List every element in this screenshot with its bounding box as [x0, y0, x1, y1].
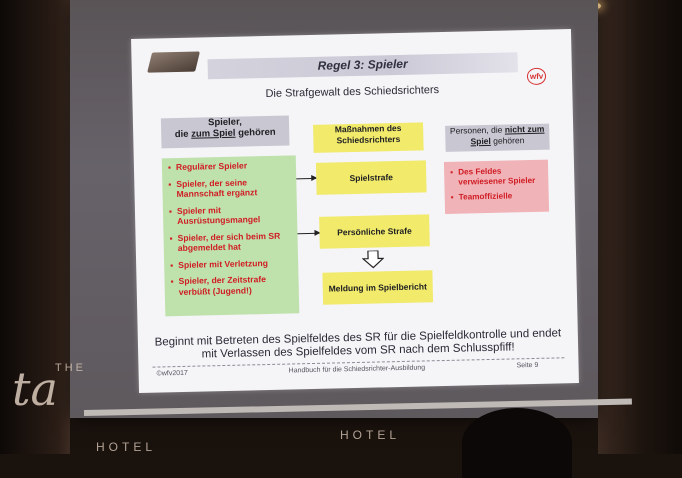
measure-box-spielstrafe: Spielstrafe	[316, 160, 427, 194]
wfv-logo: wfv	[527, 68, 547, 85]
room-right-wall	[598, 0, 682, 454]
middle-column-header: Maßnahmen des Schiedsrichters	[313, 122, 424, 152]
arrow-right-icon	[297, 233, 319, 234]
list-item: ▪ Des Feldes verwiesener Spieler	[450, 166, 544, 188]
slide-corner-image	[147, 51, 200, 72]
left-header-line1: Spieler,	[207, 116, 242, 129]
footer-title: Handbuch für die Schiedsrichter-Ausbildung	[288, 364, 426, 375]
hotel-sign-logo: ta	[12, 362, 58, 416]
measure-box-meldung: Meldung im Spielbericht	[322, 270, 433, 304]
presentation-slide	[131, 29, 579, 393]
players-list-box	[162, 155, 300, 316]
title-bar	[208, 52, 518, 79]
footer-page-number: Seite 9	[516, 361, 539, 370]
left-header-line2: die zum Spiel gehören	[174, 126, 276, 141]
non-players-list-box	[444, 160, 549, 214]
list-item: ▪ Teamoffizielle	[451, 191, 545, 203]
list-item: ▪ Spieler, der seine Mannschaft ergänzt	[168, 176, 292, 200]
hotel-sign-text: HOTEL	[96, 440, 157, 454]
list-item: ▪ Spieler mit Ausrüstungsmangel	[169, 203, 293, 227]
list-item: ▪ Spieler, der sich beim SR abgemeldet hat	[169, 230, 293, 254]
right-column-header: Personen, die nicht zum Spiel gehören	[445, 124, 550, 152]
list-item: ▪ Spieler mit Verletzung	[170, 257, 294, 270]
audience-head-silhouette	[462, 408, 572, 478]
slide-bottom-text: Beginnt mit Betreten des Spielfeldes des SR für die Spielfeldkontrolle und endet mit Verlassen des Spielfeldes vom SR nach dem Schlusspfiff!	[154, 327, 562, 361]
slide-subtitle: Die Strafgewalt des Schiedsrichters	[265, 84, 440, 100]
arrow-right-icon	[296, 178, 316, 179]
slide-title: Regel 3: Spieler	[317, 56, 408, 73]
arrow-down-icon	[362, 250, 384, 268]
list-item: ▪ Regulärer Spieler	[168, 159, 292, 172]
measure-box-persoenliche-strafe: Persönliche Strafe	[319, 214, 430, 248]
left-column-header	[161, 115, 290, 148]
footer-copyright: ©wfv2017	[156, 369, 188, 378]
hotel-sign-the: THE	[55, 362, 86, 374]
hotel-sign-text: HOTEL	[340, 428, 401, 442]
list-item: ▪ Spieler, der Zeitstrafe verbüßt (Jugend!)	[170, 273, 294, 297]
